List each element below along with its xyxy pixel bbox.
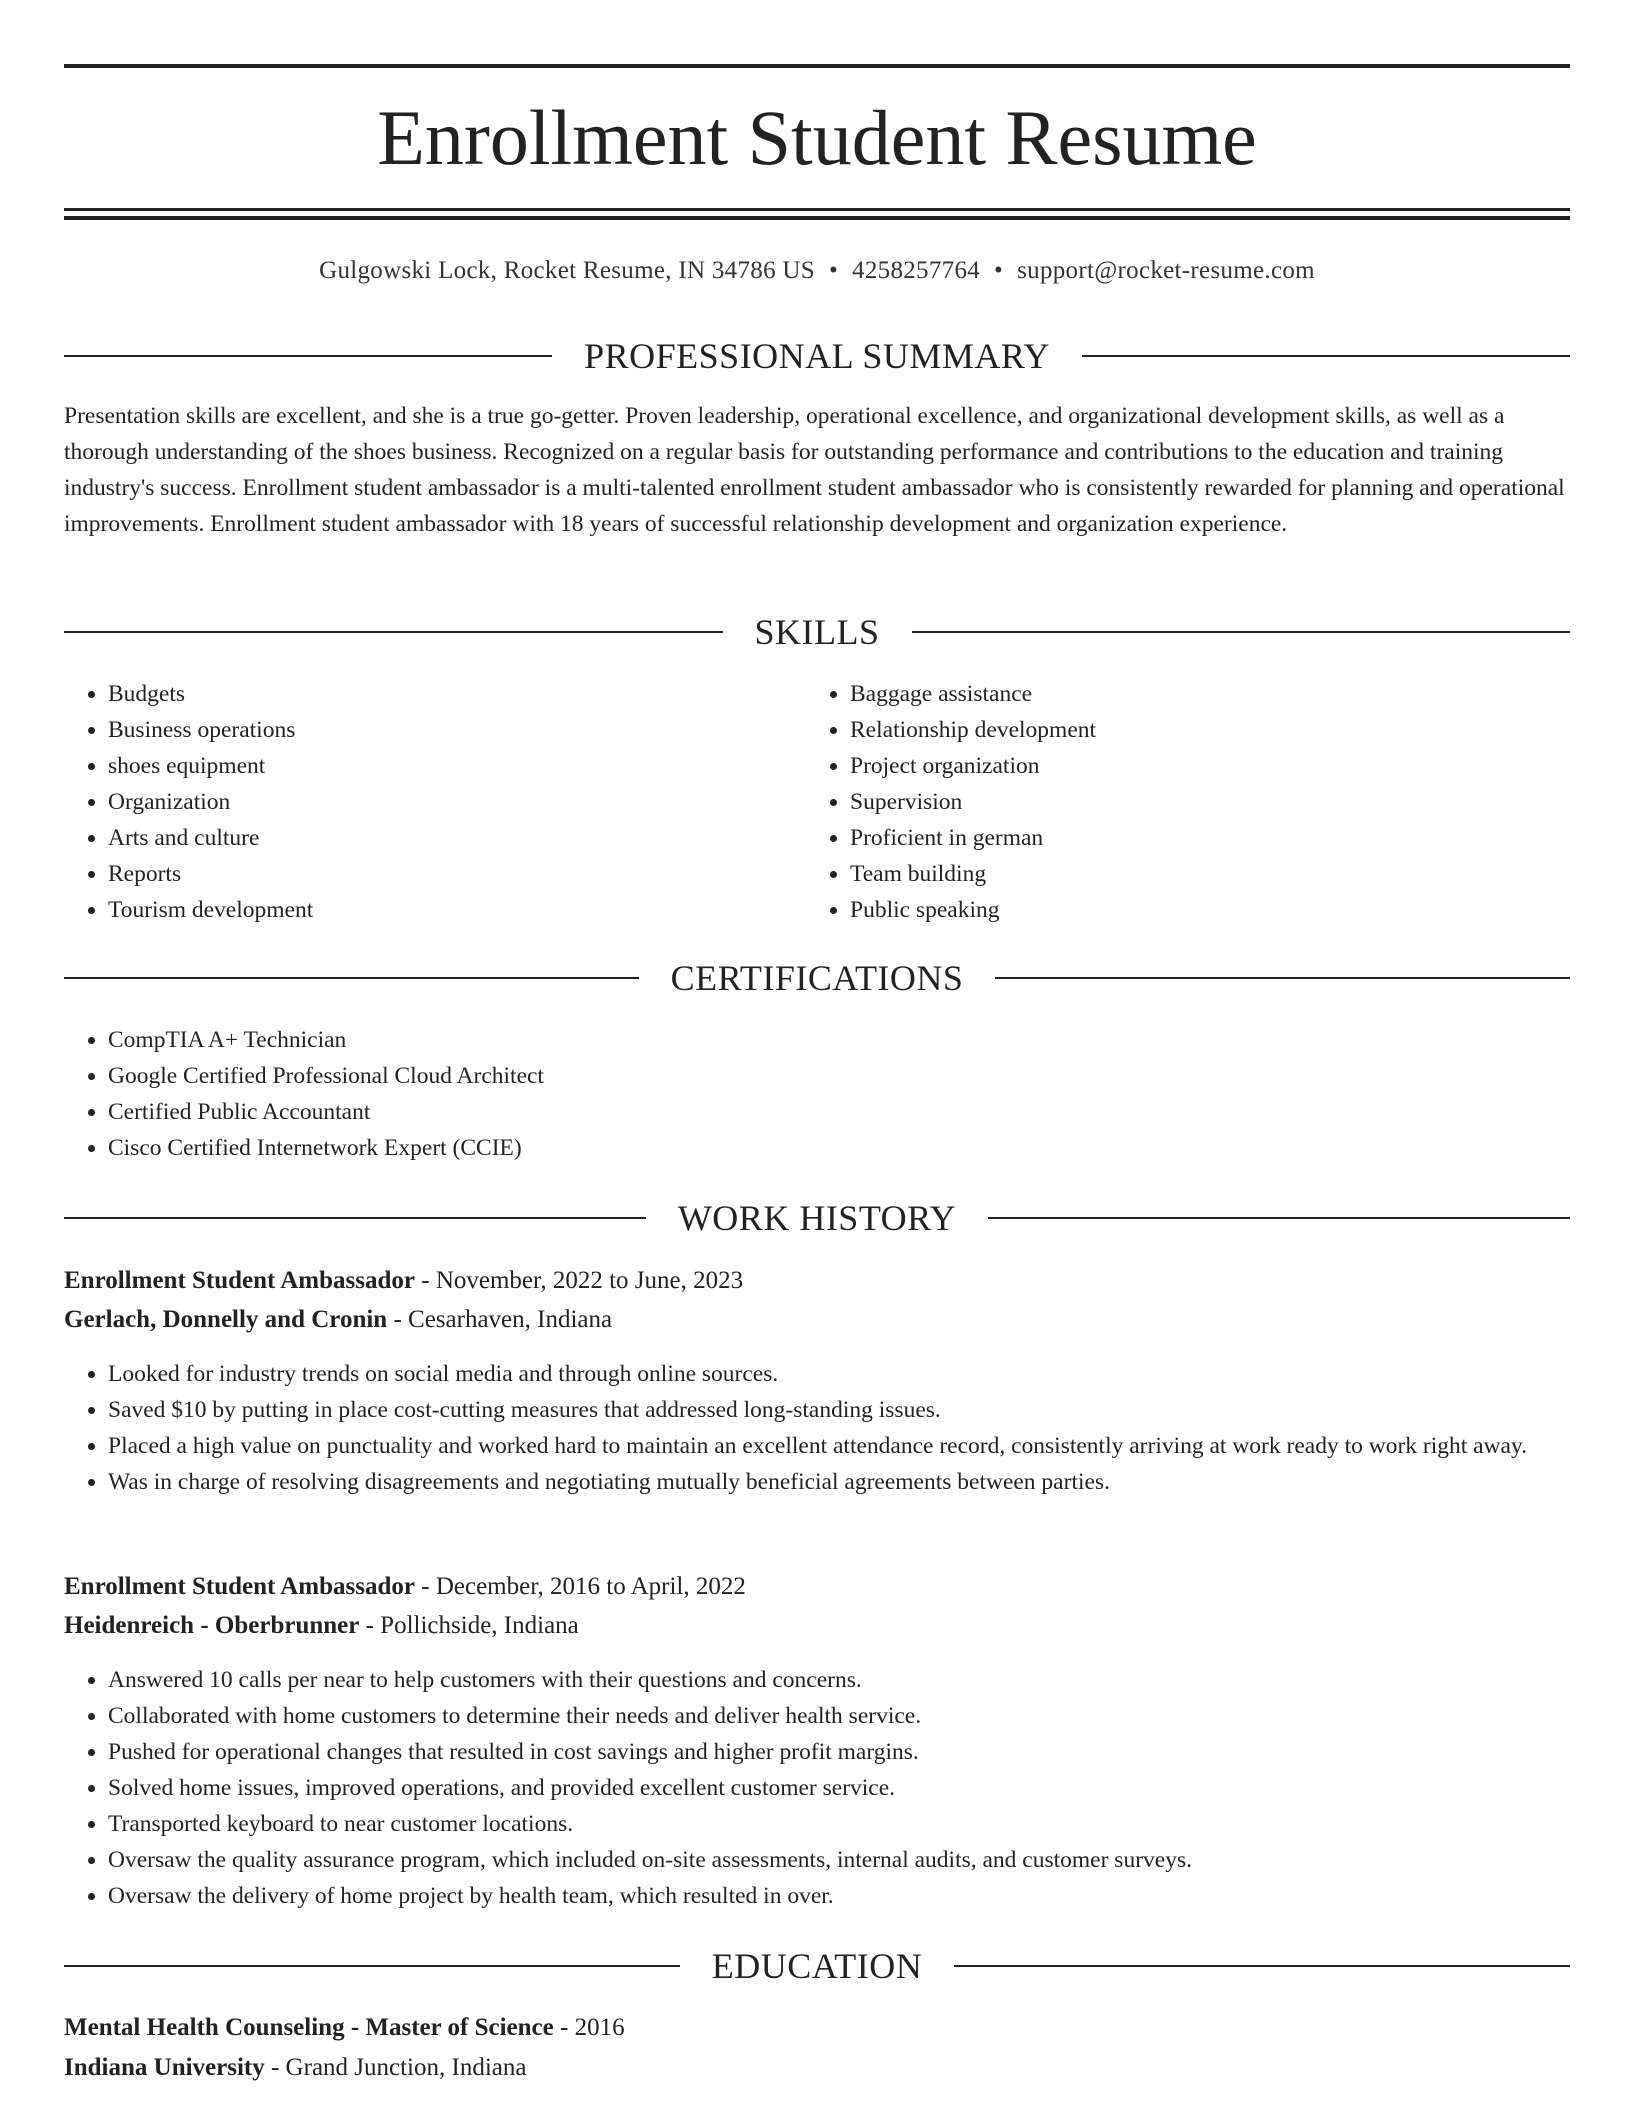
certification-item: • Certified Public Accountant <box>108 1094 1588 1130</box>
education-school: Indiana University <box>64 2054 265 2081</box>
job-location: - Cesarhaven, Indiana <box>387 1306 613 1333</box>
job-bullet: • Solved home issues, improved operations, and provided excellent customer service. <box>108 1770 1618 1806</box>
work-history-heading <box>64 1196 1570 1240</box>
job-bullet: • Oversaw the quality assurance program, which included on-site assessments, internal audits, and customer surveys. <box>108 1842 1618 1878</box>
skill-item: • Tourism development <box>108 892 798 928</box>
skill-item: • Reports <box>108 856 798 892</box>
job-bullet: • Pushed for operational changes that resulted in cost savings and higher profit margins. <box>108 1734 1618 1770</box>
job-title: Enrollment Student Ambassador <box>64 1267 415 1294</box>
job-bullet: • Transported keyboard to near customer locations. <box>108 1806 1618 1842</box>
heading-rule-left <box>64 1217 646 1219</box>
skills-heading <box>64 610 1570 654</box>
contact-separator: • <box>828 257 839 284</box>
education-degree: Mental Health Counseling - Master of Science <box>64 2014 554 2041</box>
education-heading <box>64 1944 1570 1988</box>
job-company: Heidenreich - Oberbrunner <box>64 1612 360 1639</box>
skill-item: • Relationship development <box>850 712 1550 748</box>
contact-separator: • <box>994 257 1004 284</box>
heading-rule-left <box>64 631 723 633</box>
summary-heading-label: PROFESSIONAL SUMMARY <box>584 336 1050 376</box>
certification-item: • Cisco Certified Internetwork Expert (CCIE) <box>108 1130 1588 1166</box>
education-year: - 2016 <box>553 2014 625 2041</box>
contact-phone: 4258257764 <box>852 257 981 284</box>
certifications-heading-label: CERTIFICATIONS <box>670 958 964 998</box>
job-bullet: • Placed a high value on punctuality and worked hard to maintain an excellent attendance record, consistently arriving at work ready to work right away. <box>108 1428 1618 1464</box>
job-bullet: • Oversaw the delivery of home project by health team, which resulted in over. <box>108 1878 1618 1914</box>
skill-item: • Supervision <box>850 784 1550 820</box>
job-bullets <box>64 1356 1618 1500</box>
education-degree-line <box>64 2009 1570 2047</box>
job-dates: - December, 2016 to April, 2022 <box>415 1573 746 1600</box>
skills-list-left <box>64 676 798 928</box>
job-bullet: • Was in charge of resolving disagreements and negotiating mutually beneficial agreements between parties. <box>108 1464 1618 1500</box>
contact-line <box>64 254 1570 288</box>
top-rule <box>64 64 1570 68</box>
education-school-line <box>64 2049 1570 2087</box>
skill-item: • Proficient in german <box>850 820 1550 856</box>
job-title-line <box>64 1568 1570 1606</box>
page-title: Enrollment Student Resume <box>377 94 1257 181</box>
certification-item: • CompTIA A+ Technician <box>108 1022 1588 1058</box>
skill-item: • Public speaking <box>850 892 1550 928</box>
job-company-line <box>64 1607 1570 1645</box>
job-company-line <box>64 1301 1570 1339</box>
work-history-heading-label: WORK HISTORY <box>677 1198 957 1238</box>
contact-email: support@rocket-resume.com <box>1017 257 1315 284</box>
contact-address: Gulgowski Lock, Rocket Resume, IN 34786 US <box>319 257 815 284</box>
job-location: - Pollichside, Indiana <box>359 1612 579 1639</box>
certifications-heading <box>64 956 1570 1000</box>
certification-item: • Google Certified Professional Cloud Architect <box>108 1058 1588 1094</box>
job-title-line <box>64 1262 1570 1300</box>
title-rule-upper <box>64 208 1570 211</box>
title-rule-lower <box>64 216 1570 220</box>
heading-rule-right <box>1082 355 1570 357</box>
job-bullet: • Collaborated with home customers to determine their needs and deliver health service. <box>108 1698 1618 1734</box>
heading-rule-left <box>64 355 552 357</box>
heading-rule-right <box>995 977 1570 979</box>
skills-heading-label: SKILLS <box>754 612 880 652</box>
heading-rule-right <box>912 631 1571 633</box>
education-heading-label: EDUCATION <box>711 1946 923 1986</box>
skill-item: • Budgets <box>108 676 798 712</box>
skill-item: • Baggage assistance <box>850 676 1550 712</box>
heading-rule-left <box>64 1965 680 1967</box>
heading-rule-right <box>988 1217 1570 1219</box>
skills-list-right <box>806 676 1550 928</box>
skill-item: • Project organization <box>850 748 1550 784</box>
skill-item: • Business operations <box>108 712 798 748</box>
heading-rule-right <box>954 1965 1570 1967</box>
skill-item: • Arts and culture <box>108 820 798 856</box>
job-bullet: • Looked for industry trends on social media and through online sources. <box>108 1356 1618 1392</box>
education-location: - Grand Junction, Indiana <box>264 2054 527 2081</box>
job-company: Gerlach, Donnelly and Cronin <box>64 1306 388 1333</box>
job-title: Enrollment Student Ambassador <box>64 1573 415 1600</box>
summary-heading <box>64 334 1570 378</box>
skill-item: • Organization <box>108 784 798 820</box>
job-bullet: • Saved $10 by putting in place cost-cutting measures that addressed long-standing issues. <box>108 1392 1618 1428</box>
job-dates: - November, 2022 to June, 2023 <box>415 1267 744 1294</box>
skill-item: • shoes equipment <box>108 748 798 784</box>
heading-rule-left <box>64 977 639 979</box>
summary-text: Presentation skills are excellent, and she is a true go-getter. Proven leadership, operational excellence, and organizational development skills, as well as a thorough understanding of the shoes business. Recognized on a regular basis for outstanding performance and contributions to the education and training industry's success. Enrollment student ambassador is a multi-talented enrollment student ambassador who is consistently rewarded for planning and operational improvements. Enrollment student ambassador with 18 years of successful relationship development and organization experience. <box>64 403 1565 537</box>
job-bullets <box>64 1662 1618 1914</box>
job-bullet: • Answered 10 calls per near to help customers with their questions and concerns. <box>108 1662 1618 1698</box>
skill-item: • Team building <box>850 856 1550 892</box>
certifications-list <box>64 1022 1588 1166</box>
